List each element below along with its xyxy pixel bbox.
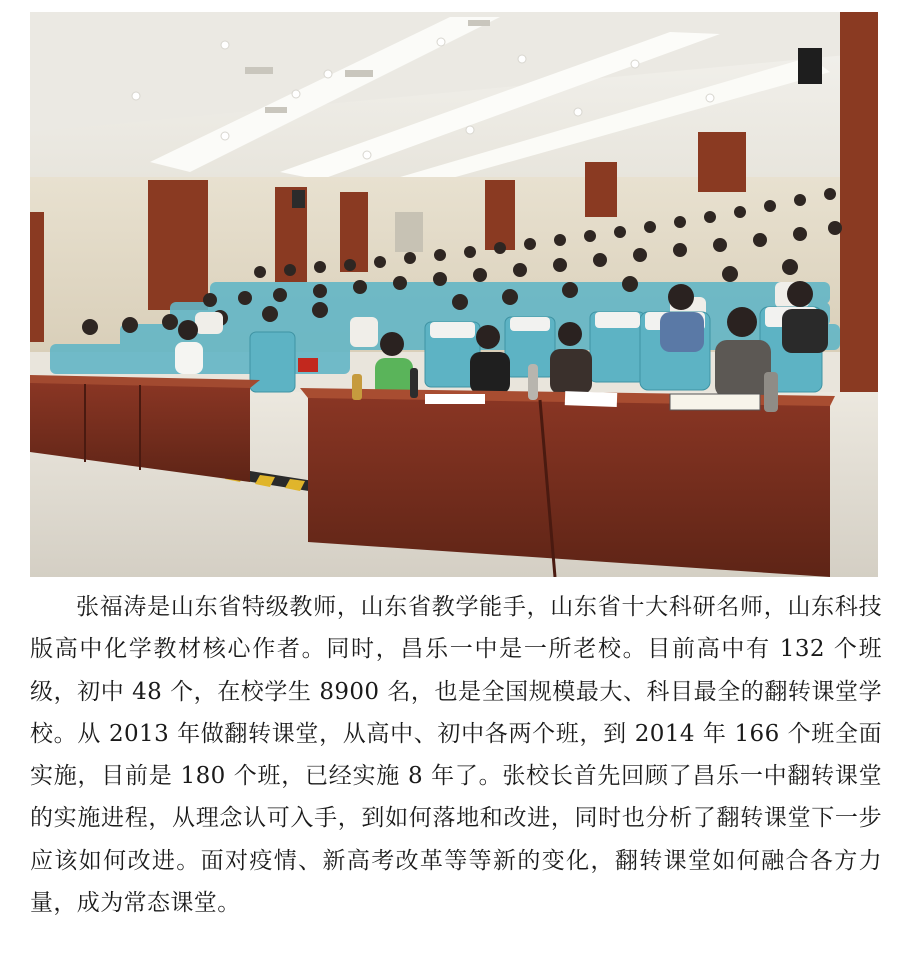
- article-paragraph: 张福涛是山东省特级教师，山东省教学能手，山东省十大科研名师，山东科技版高中化学教材核心作者。同时，昌乐一中是一所老校。目前高中有 132 个班级，初中 48 个，在校学生 8900 名，也是全国规模最大、科目最全的翻转课堂学校。从 2013 年做翻转课堂，从高中、初中各两个班，到 2014 年 166 个班全面实施，目前是 180 个班，已经实施 8 年了。张校长首先回顾了昌乐一中翻转课堂的实施进程，从理念认可入手，到如何落地和改进，同时也分析了翻转课堂下一步应该如何改进。面对疫情、新高考改革等等新的变化，翻转课堂如何融合各方力量，成为常态课堂。: [30, 594, 882, 917]
- lecture-hall-illustration: [30, 12, 878, 577]
- lecture-hall-photo: [30, 12, 878, 577]
- article-body: [30, 586, 882, 924]
